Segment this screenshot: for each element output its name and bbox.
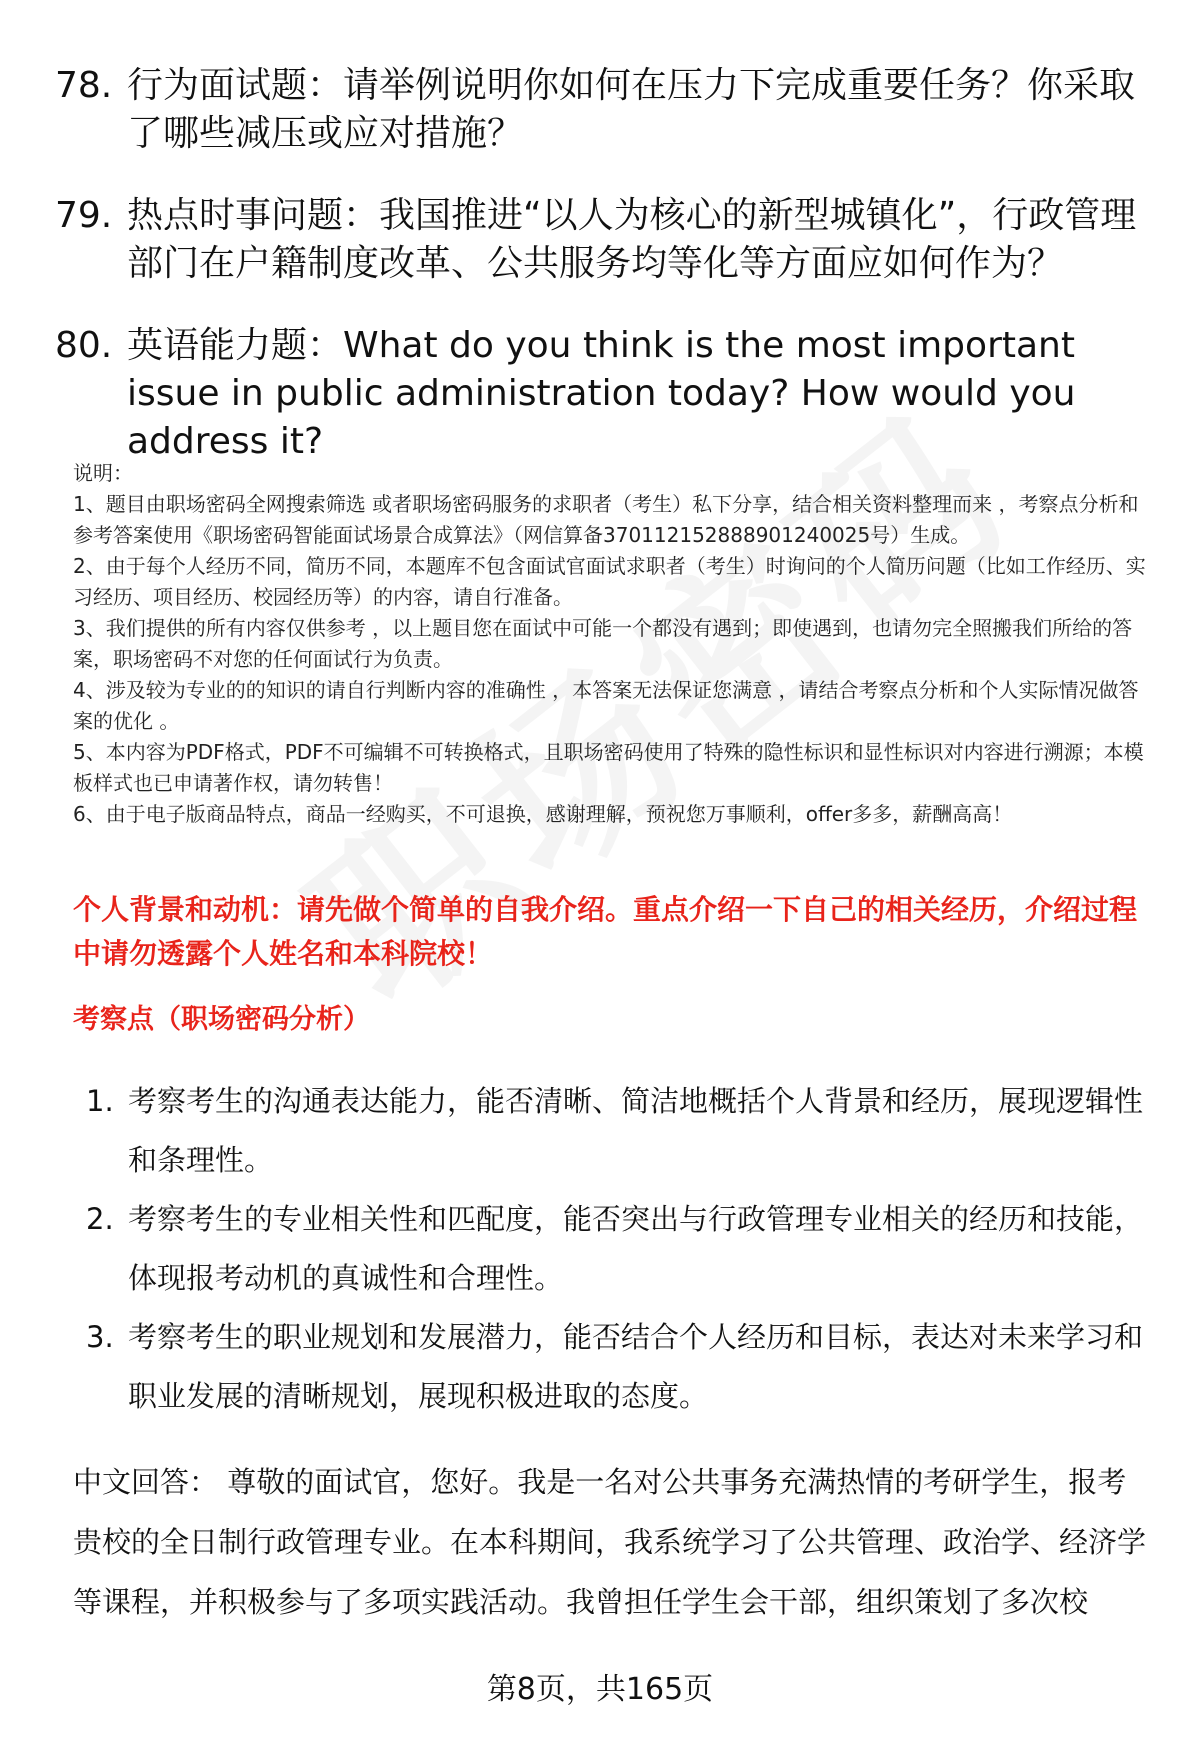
point-number: 1. <box>86 1084 114 1118</box>
list-item <box>73 1072 1153 1190</box>
note-item: 3、我们提供的所有内容仅供参考 ，以上题目您在面试中可能一个都没有遇到；即使遇到，也请勿完全照搬我们所给的答案，职场密码不对您的任何面试行为负责。 <box>73 616 1133 671</box>
note-item: 5、本内容为PDF格式，PDF不可编辑不可转换格式，且职场密码使用了特殊的隐性标识和显性标识对内容进行溯源；本模板样式也已申请著作权，请勿转售！ <box>73 740 1144 795</box>
point-text: 考察考生的专业相关性和匹配度，能否突出与行政管理专业相关的经历和技能，体现报考动机的真诚性和合理性。 <box>128 1202 1144 1295</box>
note-item: 2、由于每个人经历不同，简历不同，本题库不包含面试官面试求职者（考生）时询问的个人简历问题（比如工作经历、实习经历、项目经历、校园经历等）的内容，请自行准备。 <box>73 554 1146 609</box>
notes-title: 说明： <box>73 461 133 485</box>
question-text: 热点时事问题：我国推进“以人为核心的新型城镇化”，行政管理部门在户籍制度改革、公共服务均等化等方面应如何作为？ <box>127 195 1137 284</box>
answer-text: 中文回答： 尊敬的面试官，您好。我是一名对公共事务充满热情的考研学生，报考贵校的全日制行政管理专业。在本科期间，我系统学习了公共管理、政治学、经济学等课程，并积极参与了多项实践活动。我曾担任学生会干部，组织策划了多次校 <box>73 1465 1147 1619</box>
question-number: 78. <box>55 65 113 106</box>
point-number: 3. <box>86 1320 114 1354</box>
intro-question: 个人背景和动机：请先做个简单的自我介绍。重点介绍一下自己的相关经历，介绍过程中请勿透露个人姓名和本科院校！ <box>73 893 1138 970</box>
point-number: 2. <box>86 1202 114 1236</box>
question-78 <box>55 62 1145 158</box>
points-title: 考察点（职场密码分析） <box>73 1004 370 1035</box>
question-79 <box>55 192 1145 288</box>
question-number: 79. <box>55 195 113 236</box>
notes-section <box>73 458 1158 830</box>
question-text: 英语能力题：What do you think is the most important issue in public administration today? How would you address it? <box>127 325 1076 462</box>
question-number: 80. <box>55 325 113 366</box>
note-item: 6、由于电子版商品特点，商品一经购买，不可退换，感谢理解，预祝您万事顺利，offer多多，薪酬高高！ <box>73 802 1013 826</box>
question-80 <box>55 322 1145 466</box>
question-text: 行为面试题：请举例说明你如何在压力下完成重要任务？你采取了哪些减压或应对措施？ <box>127 65 1136 154</box>
page-footer: 第8页，共165页 <box>486 1672 714 1707</box>
point-text: 考察考生的职业规划和发展潜力，能否结合个人经历和目标，表达对未来学习和职业发展的清晰规划，展现积极进取的态度。 <box>128 1320 1144 1413</box>
list-item <box>73 1190 1153 1308</box>
point-text: 考察考生的沟通表达能力，能否清晰、简洁地概括个人背景和经历，展现逻辑性和条理性。 <box>128 1084 1144 1177</box>
points-list <box>73 1072 1153 1426</box>
list-item <box>73 1308 1153 1426</box>
note-item: 4、涉及较为专业的的知识的请自行判断内容的准确性 ，本答案无法保证您满意 ，请结合考察点分析和个人实际情况做答案的优化 。 <box>73 678 1139 733</box>
note-item: 1、题目由职场密码全网搜索筛选 或者职场密码服务的求职者（考生）私下分享，结合相关资料整理而来 ，考察点分析和参考答案使用《职场密码智能面试场景合成算法》（网信算备370112152888901240025号）生成。 <box>73 492 1139 547</box>
